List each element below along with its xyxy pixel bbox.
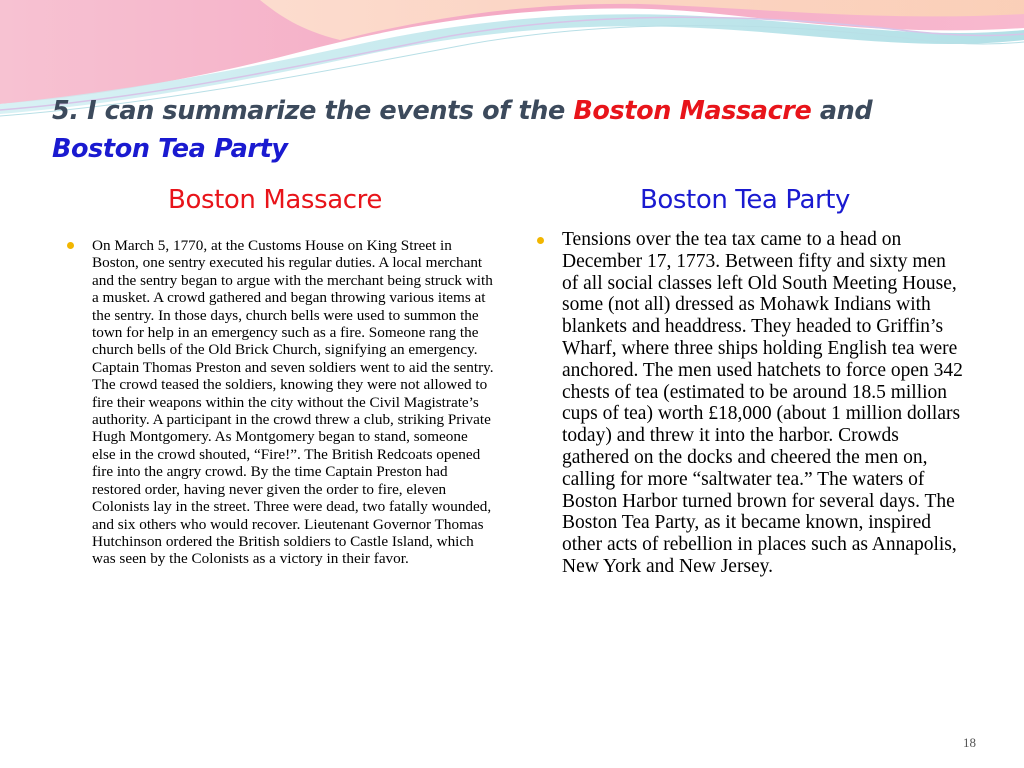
list-item [532,229,964,578]
tea-party-bullet-list [532,229,964,578]
title-prefix: 5. I can summarize the events of the [52,96,574,126]
bullet-icon [67,242,74,249]
page-number: 18 [963,735,976,750]
bullet-icon [537,237,544,244]
title-highlight-tea-party: Boston Tea Party [52,134,288,164]
tea-party-paragraph: Tensions over the tea tax came to a head on December 17, 1773. Between fifty and sixty men of all social classes left Old South Meeting House, some (not all) dressed as Mohawk Indians with blankets and headdress. They headed to Griffin’s Wharf, where three ships holding English tea were anchored. The men used hatchets to force open 342 chests of tea (estimated to be around 18.5 million cups of tea) worth £18,000 (about 1 million dollars today) and threw it into the harbor. Crowds gathered on the docks and cheered the men on, calling for more “saltwater tea.” The waters of Boston Harbor turned brown for several days. The Boston Tea Party, as it became known, inspired other acts of rebellion in places such as Annapolis, New York and New Jersey. [562,229,963,577]
heading-boston-massacre: Boston Massacre [168,185,382,215]
slide-title [52,92,982,168]
list-item [62,237,494,568]
massacre-bullet-list [62,237,494,568]
title-highlight-massacre: Boston Massacre [573,96,812,126]
title-connector: and [811,96,873,126]
massacre-paragraph: On March 5, 1770, at the Customs House on King Street in Boston, one sentry executed his regular duties. A local merchant and the sentry began to argue with the merchant being struck with a musket. A crowd gathered and began throwing various items at the sentry. In those days, church bells were used to summon the town for help in an emergency such as a fire. Someone rang the church bells of the Old Brick Church, signifying an emergency. Captain Thomas Preston and seven soldiers went to aid the sentry. The crowd teased the soldiers, knowing they were not allowed to fire their weapons within the city without the Civil Magistrate’s authority. A participant in the crowd threw a club, striking Private Hugh Montgomery. As Montgomery began to stand, someone else in the crowd shouted, “Fire!”. The British Redcoats opened fire into the angry crowd. By the time Captain Preston had restored order, having never given the order to fire, eleven Colonists lay in the street. Three were dead, two fatally wounded, and six others who would recover. Lieutenant Governor Thomas Hutchinson ordered the British soldiers to Castle Island, which was seen by the Colonists as a victory in their favor. [92,237,494,568]
heading-boston-tea-party: Boston Tea Party [639,185,851,215]
